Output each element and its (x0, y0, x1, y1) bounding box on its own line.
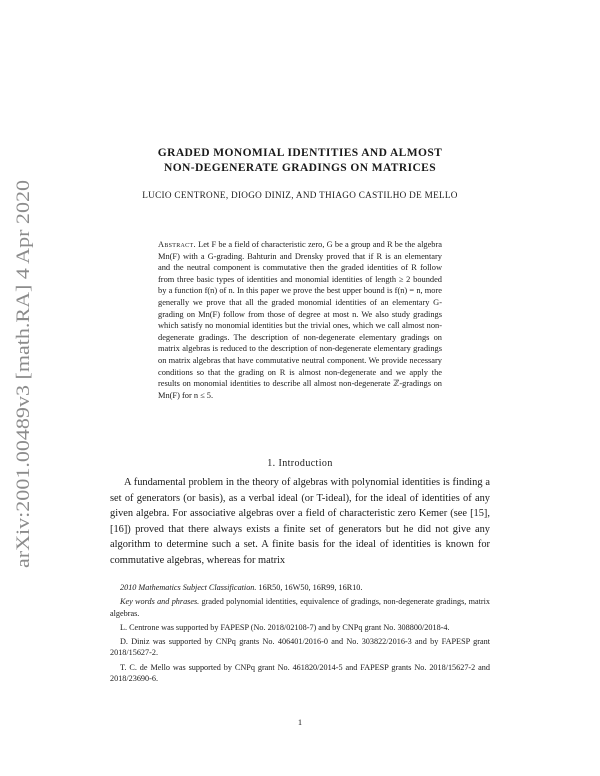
paper-title (80, 146, 520, 176)
msc-codes: 16R50, 16W50, 16R99, 16R10. (258, 583, 363, 592)
abstract-label: Abstract. (158, 240, 196, 249)
title-line-1: GRADED MONOMIAL IDENTITIES AND ALMOST (157, 147, 443, 159)
section-heading-introduction: 1. Introduction (267, 458, 333, 469)
footnotes-block (110, 582, 490, 687)
footnote-keywords (110, 596, 490, 619)
abstract-block (158, 239, 442, 401)
msc-label: 2010 Mathematics Subject Classification. (120, 583, 257, 592)
title-line-2: NON-DEGENERATE GRADINGS ON MATRICES (163, 162, 437, 174)
footnote-msc (110, 582, 490, 593)
footnote-funding-mello: T. C. de Mello was supported by CNPq grant No. 461820/2014-5 and FAPESP grants No. 2018/15627-2 and 2018/23690-6. (110, 662, 490, 684)
footnote-funding-centrone: L. Centrone was supported by FAPESP (No. 2018/02108-7) and by CNPq grant No. 308800/2018-4. (120, 622, 450, 632)
abstract-text: Let F be a field of characteristic zero, G be a group and R be the algebra Mn(F) with a G-grading. Bahturin and Drensky proved that if R is an elementary and the neutral component is commutative then the graded identities of R follow from three basic types of identities and monomial identities of length ≥ 2 bounded by a function f(n) of n. In this paper we prove the best upper bound is f(n) = n, more generally we prove that all the graded monomial identities of an elementary G-grading on Mn(F) follow from those of degree at most n. We also study gradings which satisfy no monomial identities but the trivial ones, which we call almost non-degenerate gradings. The description of non-degenerate elementary gradings on matrix algebras is reduced to the description of non-degenerate elementary gradings on matrix algebras that have commutative neutral component. We provide necessary conditions so that the grading on R is almost non-degenerate and we apply the results on monomial identities to describe all almost non-degenerate ℤ-gradings on Mn(F) for n ≤ 5. (158, 240, 443, 400)
arxiv-identifier-stamp (10, 180, 36, 570)
keywords-label: Key words and phrases. (120, 597, 200, 607)
paper-authors: LUCIO CENTRONE, DIOGO DINIZ, AND THIAGO CASTILHO DE MELLO (142, 190, 458, 200)
arxiv-stamp-svg (10, 180, 36, 570)
arxiv-identifier-text: arXiv:2001.00489v3 [math.RA] 4 Apr 2020 (13, 233, 34, 568)
keywords-text: graded polynomial identities, equivalence of gradings, non-degenerate gradings, matrix algebras. (110, 597, 490, 618)
footnote-funding-diniz: D. Diniz was supported by CNPq grants No. 406401/2016-0 and No. 303822/2016-3 and by FAPESP grant 2018/15627-2. (110, 637, 490, 658)
introduction-paragraph: A fundamental problem in the theory of algebras with polynomial identities is finding a set of generators (or basis), as a verbal ideal (or T-ideal), for the ideal of identities of any given algebra. For associative algebras over a field of characteristic zero Kemer (see [15],[16]) proved that there always exists a finite set of generators but he did not give any algorithm to determine such a set. A finite basis for the ideal of identities is known for commutative algebras, whereas for matrix (110, 477, 490, 566)
page-number: 1 (297, 717, 303, 727)
